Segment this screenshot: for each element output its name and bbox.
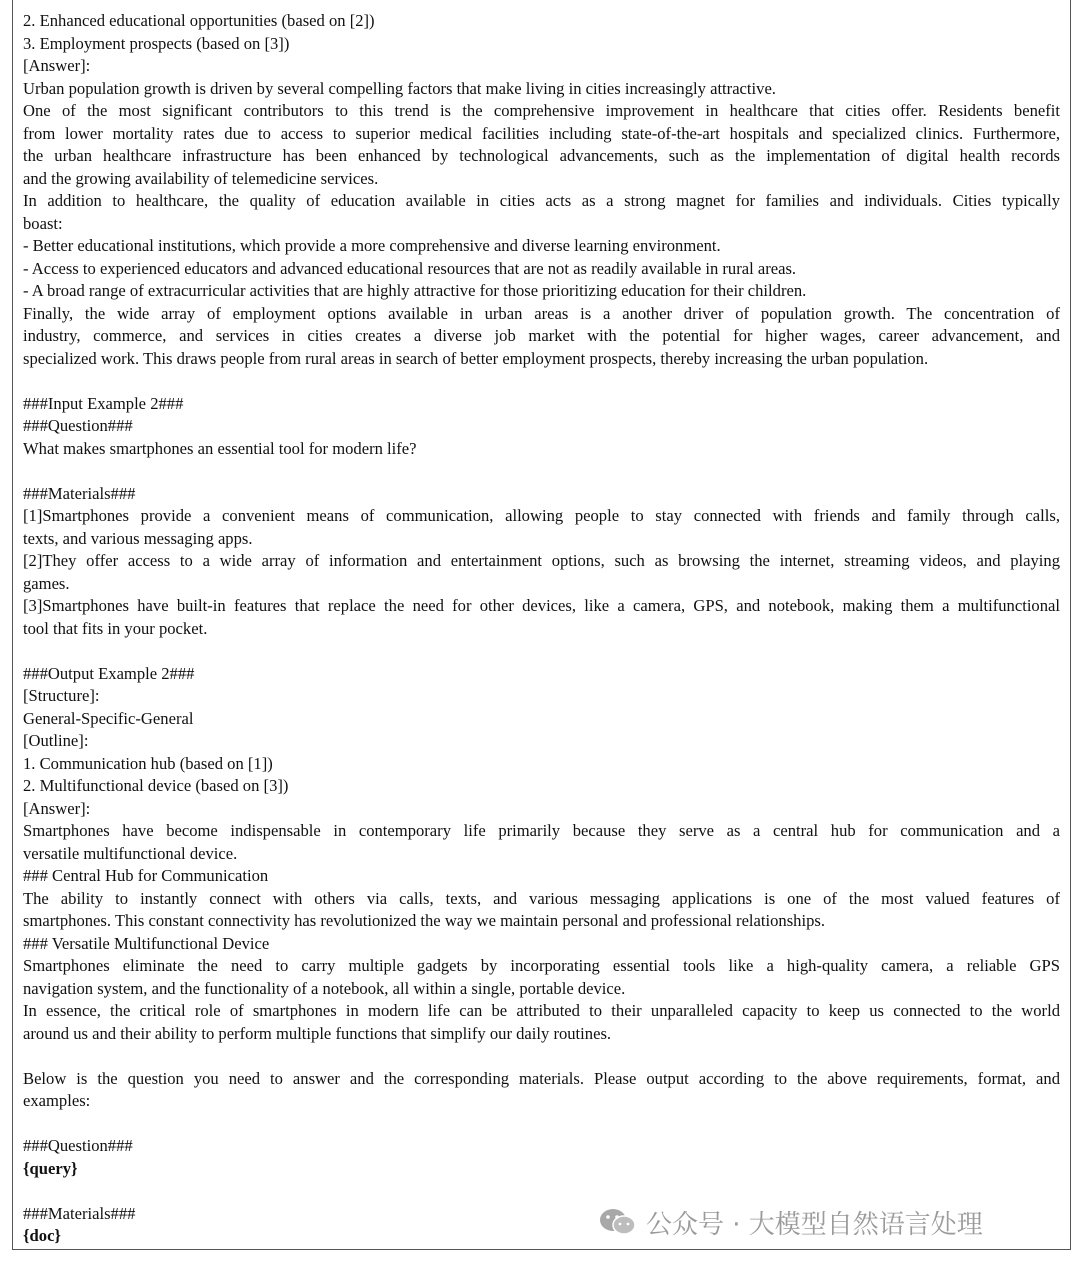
- text-line: ###Materials###: [23, 483, 136, 503]
- text-line: games.: [23, 573, 70, 593]
- text-line: 2. Multifunctional device (based on [3]): [23, 776, 289, 795]
- text-line: One of the most significant contributors to this trend is the comprehensive improvement in healthcare that cities offer. Residents benefit: [23, 101, 1060, 120]
- prompt-document-text: [23, 10, 1060, 1248]
- text-line: tool that fits in your pocket.: [23, 618, 208, 638]
- text-line: In essence, the critical role of smartphones in modern life can be attributed to their unparalleled capacity to keep us connected to the world: [23, 1001, 1060, 1020]
- text-line: {doc}: [23, 1226, 61, 1245]
- text-line: around us and their ability to perform multiple functions that simplify our daily routines.: [23, 1023, 612, 1043]
- watermark: [598, 1204, 983, 1240]
- text-line: ###Materials###: [23, 1203, 136, 1223]
- text-line: [Answer]:: [23, 798, 91, 818]
- text-line: - A broad range of extracurricular activities that are highly attractive for those prioritizing education for their children.: [23, 281, 807, 300]
- text-line: [Structure]:: [23, 686, 100, 705]
- text-line: In addition to healthcare, the quality of education available in cities acts as a strong magnet for families and individuals. Cities typically: [23, 191, 1060, 210]
- text-line: ###Question###: [23, 416, 133, 435]
- text-line: ###Output Example 2###: [23, 663, 195, 683]
- wechat-icon: [598, 1207, 638, 1237]
- blank-line: [23, 1045, 1060, 1068]
- text-line: Smartphones eliminate the need to carry multiple gadgets by incorporating essential tools like a high-quality camera, a reliable GPS: [23, 956, 1060, 975]
- text-line: General-Specific-General: [23, 708, 194, 728]
- text-line: boast:: [23, 213, 63, 233]
- text-line: industry, commerce, and services in cities creates a diverse job market with the potential for higher wages, career advancement, and: [23, 326, 1060, 345]
- text-line: [Outline]:: [23, 731, 89, 750]
- text-line: examples:: [23, 1091, 91, 1110]
- text-line: [2]They offer access to a wide array of information and entertainment options, such as browsing the internet, streaming videos, and playing: [23, 551, 1060, 570]
- text-line: ###Input Example 2###: [23, 393, 184, 413]
- blank-line: [23, 460, 1060, 483]
- text-line: [1]Smartphones provide a convenient means of communication, allowing people to stay connected with friends and family through calls,: [23, 506, 1060, 525]
- text-line: - Access to experienced educators and advanced educational resources that are not as readily available in rural areas.: [23, 258, 797, 278]
- text-line: Finally, the wide array of employment options available in urban areas is a another driver of population growth. The concentration of: [23, 303, 1060, 323]
- text-line: Smartphones have become indispensable in contemporary life primarily because they serve as a central hub for communication and a: [23, 821, 1060, 840]
- text-line: smartphones. This constant connectivity has revolutionized the way we maintain personal and professional relationships.: [23, 911, 825, 930]
- text-line: [Answer]:: [23, 56, 91, 75]
- text-line: Urban population growth is driven by several compelling factors that make living in cities increasingly attractive.: [23, 78, 776, 98]
- text-line: ### Central Hub for Communication: [23, 866, 269, 885]
- text-line: - Better educational institutions, which provide a more comprehensive and diverse learning environment.: [23, 236, 721, 255]
- text-line: versatile multifunctional device.: [23, 843, 238, 863]
- blank-line: [23, 370, 1060, 393]
- blank-line: [23, 1113, 1060, 1136]
- text-line: 1. Communication hub (based on [1]): [23, 753, 273, 773]
- text-line: {query}: [23, 1158, 78, 1178]
- text-line: navigation system, and the functionality of a notebook, all within a single, portable device.: [23, 978, 626, 998]
- text-line: The ability to instantly connect with others via calls, texts, and various messaging applications is one of the most valued features of: [23, 888, 1060, 908]
- text-line: specialized work. This draws people from rural areas in search of better employment prospects, thereby increasing the urban population.: [23, 348, 929, 368]
- watermark-text: 公众号 · 大模型自然语言处理: [646, 1209, 983, 1240]
- text-line: and the growing availability of telemedicine services.: [23, 168, 379, 188]
- text-line: ###Question###: [23, 1136, 133, 1155]
- text-line: the urban healthcare infrastructure has been enhanced by technological advancements, such as the implementation of digital health records: [23, 146, 1060, 165]
- text-line: from lower mortality rates due to access to superior medical facilities including state-of-the-art hospitals and specialized clinics. Furthermore,: [23, 123, 1060, 143]
- text-line: [3]Smartphones have built-in features that replace the need for other devices, like a camera, GPS, and notebook, making them a multifunctional: [23, 596, 1060, 615]
- text-line: texts, and various messaging apps.: [23, 528, 253, 548]
- text-line: Below is the question you need to answer and the corresponding materials. Please output according to the above requirements, format, and: [23, 1068, 1060, 1088]
- text-line: 3. Employment prospects (based on [3]): [23, 33, 290, 53]
- text-line: 2. Enhanced educational opportunities (based on [2]): [23, 11, 375, 30]
- blank-line: [23, 640, 1060, 663]
- blank-line: [23, 1180, 1060, 1203]
- text-line: ### Versatile Multifunctional Device: [23, 933, 270, 953]
- text-line: What makes smartphones an essential tool for modern life?: [23, 438, 417, 458]
